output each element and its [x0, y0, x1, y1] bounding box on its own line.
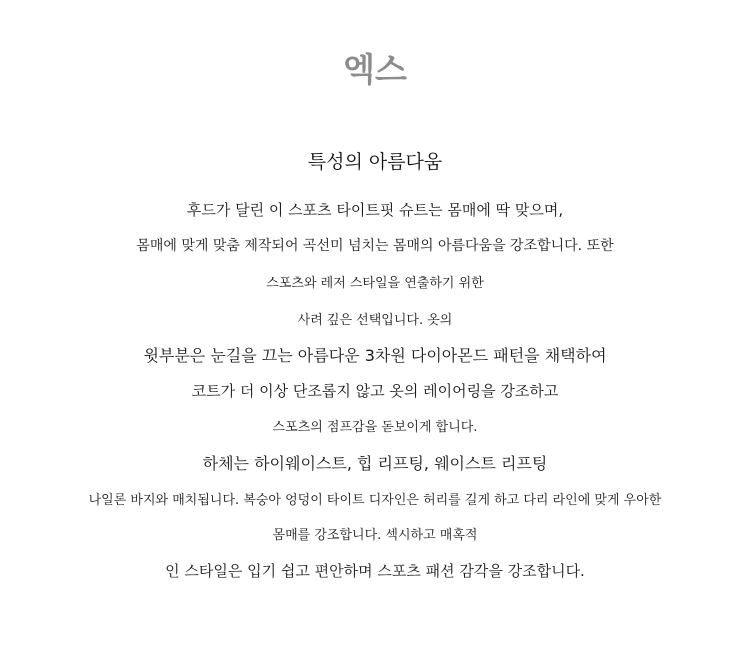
description-line: 하체는 하이웨이스트, 힙 리프팅, 웨이스트 리프팅: [202, 454, 548, 473]
description-line: 후드가 달린 이 스포츠 타이트핏 슈트는 몸매에 딱 맞으며,: [186, 201, 564, 219]
brand-title: 엑스: [343, 50, 407, 89]
description-line: 사려 깊은 선택입니다. 옷의: [297, 313, 453, 328]
description-line: 나일론 바지와 매치됩니다. 복숭아 엉덩이 타이트 디자인은 허리를 길게 하고 다리 라인에 맞게 우아한: [88, 493, 662, 508]
description-line: 몸매를 강조합니다. 섹시하고 매혹적: [272, 528, 478, 543]
description-line: 몸매에 맞게 맞춤 제작되어 곡선미 넘치는 몸매의 아름다움을 강조합니다. 또한: [136, 238, 614, 254]
description-line: 스포츠의 점프감을 돋보이게 합니다.: [272, 420, 478, 435]
description-line: 인 스타일은 입기 쉽고 편안하며 스포츠 패션 감각을 강조합니다.: [165, 562, 585, 580]
description-line: 코트가 더 이상 단조롭지 않고 옷의 레이어링을 강조하고: [191, 382, 559, 400]
description-line: 윗부분은 눈길을 끄는 아름다운 3차원 다이아몬드 패턴을 채택하여: [143, 346, 607, 365]
section-heading: 특성의 아름다움: [307, 151, 443, 173]
description-line: 스포츠와 레저 스타일을 연출하기 위한: [266, 276, 484, 291]
